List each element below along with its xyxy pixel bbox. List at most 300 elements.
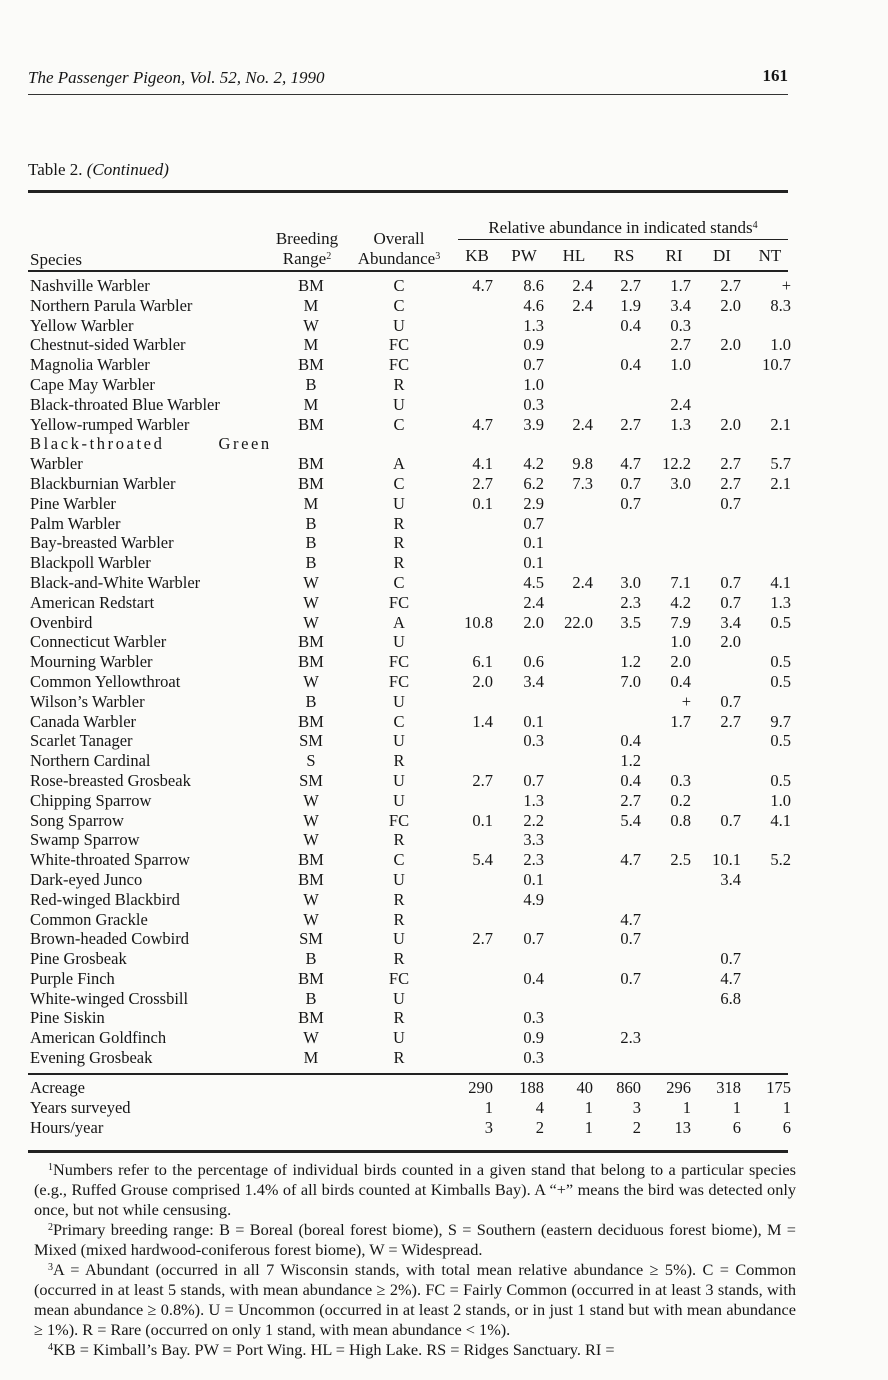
- species-name: American Goldfinch: [30, 1028, 167, 1048]
- table-row: [0, 672, 888, 692]
- value-ri: 7.1: [670, 572, 691, 592]
- summary-value-pw: 4: [535, 1097, 544, 1117]
- value-di: 2.0: [720, 632, 741, 652]
- breeding-range: SM: [299, 929, 323, 949]
- breeding-header-line1: Breeding: [275, 229, 339, 248]
- species-name: Yellow Warbler: [30, 315, 134, 335]
- breeding-range: W: [303, 592, 319, 612]
- value-rs: 3.5: [620, 612, 641, 632]
- value-pw: 3.9: [523, 414, 544, 434]
- species-name: Black-throated Blue Warbler: [30, 394, 220, 414]
- value-ri: 7.9: [670, 612, 691, 632]
- species-name: Yellow-rumped Warbler: [30, 414, 190, 434]
- species-name: Blackpoll Warbler: [30, 553, 151, 573]
- summary-value-rs: 2: [632, 1117, 641, 1137]
- overall-abundance: A: [393, 612, 405, 632]
- species-name: Swamp Sparrow: [30, 830, 140, 850]
- species-name: Rose-breasted Grosbeak: [30, 770, 191, 790]
- species-name: Chestnut-sided Warbler: [30, 335, 186, 355]
- summary-value-kb: 3: [484, 1117, 493, 1137]
- breeding-range: B: [305, 374, 317, 394]
- breeding-range: B: [305, 513, 317, 533]
- value-pw: 4.5: [523, 572, 544, 592]
- stand-header-nt: NT: [758, 246, 782, 265]
- summary-value-hl: 1: [584, 1117, 593, 1137]
- value-pw: 8.6: [523, 276, 544, 295]
- value-rs: 0.7: [620, 968, 641, 988]
- value-ri: 1.3: [670, 414, 691, 434]
- table-row: [0, 751, 888, 771]
- overall-abundance: C: [393, 711, 405, 731]
- table-row: [0, 712, 888, 732]
- summary-value-nt: 6: [782, 1117, 791, 1137]
- page-number: 161: [762, 66, 788, 85]
- overall-abundance: U: [393, 315, 405, 335]
- table-row: [0, 415, 888, 435]
- table-row: [0, 276, 888, 296]
- table-row: [0, 969, 888, 989]
- value-rs: 0.4: [620, 355, 641, 375]
- value-pw: 0.4: [523, 968, 544, 988]
- species-name-part: Black-throated: [30, 434, 165, 454]
- value-kb: 0.1: [472, 493, 493, 513]
- summary-value-ri: 296: [666, 1078, 691, 1097]
- species-name: American Redstart: [30, 592, 155, 612]
- summary-value-rs: 860: [616, 1078, 641, 1097]
- table-row: [0, 870, 888, 890]
- breeding-range: W: [303, 810, 319, 830]
- stand-header-kb: KB: [465, 246, 489, 265]
- value-nt: 0.5: [770, 770, 791, 790]
- breeding-range: B: [305, 533, 317, 553]
- value-ri: 2.4: [670, 394, 691, 414]
- breeding-range: W: [303, 671, 319, 691]
- table-row: [0, 771, 888, 791]
- value-rs: 1.9: [620, 295, 641, 315]
- value-pw: 0.1: [523, 869, 544, 889]
- value-kb: 2.7: [472, 473, 493, 493]
- value-rs: 0.7: [620, 493, 641, 513]
- summary-value-nt: 175: [766, 1078, 791, 1097]
- value-di: 0.7: [720, 691, 741, 711]
- value-di: 2.7: [720, 473, 741, 493]
- value-pw: 2.9: [523, 493, 544, 513]
- value-ri: 0.8: [670, 810, 691, 830]
- value-rs: 0.7: [620, 929, 641, 949]
- overall-abundance: U: [393, 929, 405, 949]
- species-name: Palm Warbler: [30, 513, 121, 533]
- overall-abundance: C: [393, 295, 405, 315]
- species-name: Song Sparrow: [30, 810, 124, 830]
- value-nt: 0.5: [770, 671, 791, 691]
- species-name: Connecticut Warbler: [30, 632, 167, 652]
- value-pw: 0.9: [523, 335, 544, 355]
- overall-abundance: R: [393, 374, 405, 394]
- species-name: Pine Grosbeak: [30, 949, 127, 969]
- summary-value-hl: 40: [576, 1078, 593, 1097]
- breeding-range: M: [303, 1048, 319, 1068]
- table-row: [0, 791, 888, 811]
- journal-citation: The Passenger Pigeon, Vol. 52, No. 2, 1990: [28, 68, 325, 87]
- breeding-range: BM: [298, 473, 324, 493]
- header-bottom-rule: [28, 270, 788, 272]
- summary-value-pw: 188: [519, 1078, 544, 1097]
- table-row: [0, 553, 888, 573]
- species-name: Wilson’s Warbler: [30, 691, 145, 711]
- overall-abundance: R: [393, 1048, 405, 1068]
- value-ri: 1.7: [670, 276, 691, 295]
- summary-row: [0, 1098, 888, 1118]
- breeding-range: W: [303, 572, 319, 592]
- value-kb: 2.7: [472, 770, 493, 790]
- footnote-3: $^3$A = Abundant (occurred in all 7 Wisconsin stands, with total mean relative abundance ≥ 5%). C = Common (occurred in at least 5 stands, with mean abundance ≥ 2%). FC = Fairly Common (occurred in at least 3 stands, with mean abundance ≥ 0.8%). U = Uncommon (occurred in at least 2 stands, or in just 1 stand but with mean abundance ≥ 1%). R = Rare (occurred on only 1 stand, with mean abundance < 1%).: [34, 1260, 796, 1339]
- value-rs: 3.0: [620, 572, 641, 592]
- value-hl: 9.8: [572, 454, 593, 474]
- value-rs: 2.7: [620, 276, 641, 295]
- overall-abundance: FC: [388, 652, 410, 672]
- overall-abundance: U: [393, 1028, 405, 1048]
- value-nt: 1.3: [770, 592, 791, 612]
- breeding-range: BM: [298, 850, 324, 870]
- value-ri: 0.3: [670, 770, 691, 790]
- value-nt: 8.3: [770, 295, 791, 315]
- value-pw: 1.0: [523, 374, 544, 394]
- value-rs: 0.4: [620, 315, 641, 335]
- table-row: [0, 632, 888, 652]
- species-name: Blackburnian Warbler: [30, 473, 176, 493]
- value-hl: 2.4: [572, 276, 593, 295]
- overall-abundance: U: [393, 869, 405, 889]
- table-row: [0, 434, 888, 454]
- value-nt: 5.2: [770, 850, 791, 870]
- species-name: Northern Cardinal: [30, 751, 151, 771]
- value-pw: 2.2: [523, 810, 544, 830]
- value-di: 2.7: [720, 454, 741, 474]
- value-pw: 0.3: [523, 394, 544, 414]
- footnote-2: $^2$Primary breeding range: B = Boreal (boreal forest biome), S = Southern (eastern deciduous forest biome), M = Mixed (mixed hardwood-coniferous forest biome), W = Widespread.: [34, 1220, 796, 1259]
- table-caption: [28, 160, 169, 180]
- stand-header-pw: PW: [511, 246, 537, 265]
- table-row: [0, 474, 888, 494]
- value-ri: 3.4: [670, 295, 691, 315]
- species-name: Ovenbird: [30, 612, 93, 632]
- summary-value-kb: 290: [468, 1078, 493, 1097]
- value-hl: 2.4: [572, 572, 593, 592]
- value-hl: 7.3: [572, 473, 593, 493]
- breeding-range: BM: [298, 711, 324, 731]
- breeding-range: B: [305, 553, 317, 573]
- table-summary: [0, 1078, 888, 1137]
- value-di: 0.7: [720, 572, 741, 592]
- summary-value-di: 6: [732, 1117, 741, 1137]
- species-name: Bay-breasted Warbler: [30, 533, 174, 553]
- overall-abundance: C: [393, 414, 405, 434]
- breeding-range: BM: [298, 414, 324, 434]
- value-ri: +: [681, 691, 691, 711]
- value-ri: 3.0: [670, 473, 691, 493]
- value-di: 3.4: [720, 869, 741, 889]
- value-nt: 4.1: [770, 572, 791, 592]
- value-nt: 1.0: [770, 790, 791, 810]
- value-pw: 0.1: [523, 711, 544, 731]
- value-kb: 4.7: [472, 276, 493, 295]
- breeding-range: BM: [298, 968, 324, 988]
- table-row: [0, 316, 888, 336]
- summary-value-di: 318: [716, 1078, 741, 1097]
- value-di: 2.0: [720, 295, 741, 315]
- value-nt: 2.1: [770, 473, 791, 493]
- value-pw: 0.9: [523, 1028, 544, 1048]
- overall-abundance: U: [393, 790, 405, 810]
- value-pw: 4.6: [523, 295, 544, 315]
- value-kb: 2.0: [472, 671, 493, 691]
- value-kb: 10.8: [464, 612, 493, 632]
- overall-abundance: FC: [388, 968, 410, 988]
- summary-value-ri: 13: [674, 1117, 691, 1137]
- stand-header-hl: HL: [562, 246, 586, 265]
- relative-abundance-rule: [458, 239, 788, 240]
- table-row: [0, 910, 888, 930]
- species-name: Brown-headed Cowbird: [30, 929, 190, 949]
- breeding-range: M: [303, 394, 319, 414]
- table-row: [0, 395, 888, 415]
- species-name: Purple Finch: [30, 968, 115, 988]
- table-row: [0, 593, 888, 613]
- value-di: 2.0: [720, 335, 741, 355]
- overall-abundance: FC: [388, 810, 410, 830]
- breeding-range: W: [303, 612, 319, 632]
- breeding-range: M: [303, 295, 319, 315]
- species-name: Red-winged Blackbird: [30, 889, 180, 909]
- table-continued: (Continued): [86, 160, 169, 179]
- table-label: Table 2.: [28, 160, 83, 179]
- table-row: [0, 613, 888, 633]
- table-body: [0, 276, 888, 1068]
- overall-abundance: R: [393, 751, 405, 771]
- species-name: Common Grackle: [30, 909, 148, 929]
- table-row: [0, 494, 888, 514]
- value-pw: 6.2: [523, 473, 544, 493]
- value-ri: 0.3: [670, 315, 691, 335]
- overall-abundance: U: [393, 691, 405, 711]
- value-pw: 0.7: [523, 355, 544, 375]
- value-pw: 0.3: [523, 731, 544, 751]
- summary-top-rule: [28, 1073, 788, 1075]
- overall-abundance: U: [393, 632, 405, 652]
- value-rs: 0.4: [620, 731, 641, 751]
- summary-value-rs: 3: [632, 1097, 641, 1117]
- species-name: White-throated Sparrow: [30, 850, 190, 870]
- breeding-range: W: [303, 830, 319, 850]
- footnote-4: $^4$KB = Kimball’s Bay. PW = Port Wing. HL = High Lake. RS = Ridges Sanctuary. RI =: [48, 1340, 615, 1359]
- value-ri: 2.7: [670, 335, 691, 355]
- value-nt: 10.7: [762, 355, 791, 375]
- species-name: Warbler: [30, 454, 83, 474]
- breeding-range: BM: [298, 632, 324, 652]
- table-row: [0, 573, 888, 593]
- value-kb: 4.1: [472, 454, 493, 474]
- breeding-header-line2: Range$^2$: [282, 249, 332, 268]
- table-row: [0, 890, 888, 910]
- value-rs: 5.4: [620, 810, 641, 830]
- overall-abundance: C: [393, 850, 405, 870]
- summary-row: [0, 1078, 888, 1098]
- value-rs: 4.7: [620, 850, 641, 870]
- table-row: [0, 355, 888, 375]
- value-pw: 3.4: [523, 671, 544, 691]
- overall-abundance: U: [393, 493, 405, 513]
- overall-header-line1: Overall: [373, 229, 425, 248]
- value-di: 0.7: [720, 810, 741, 830]
- overall-abundance: R: [393, 513, 405, 533]
- value-pw: 0.7: [523, 770, 544, 790]
- value-pw: 0.7: [523, 513, 544, 533]
- value-hl: 2.4: [572, 414, 593, 434]
- breeding-range: M: [303, 493, 319, 513]
- value-rs: 7.0: [620, 671, 641, 691]
- breeding-range: W: [303, 1028, 319, 1048]
- table-row: [0, 335, 888, 355]
- overall-header-line2: Abundance$^3$: [357, 249, 441, 268]
- breeding-range: BM: [298, 276, 324, 295]
- table-row: [0, 850, 888, 870]
- summary-label: Years surveyed: [30, 1097, 131, 1117]
- footnote-1: $^1$Numbers refer to the percentage of individual birds counted in a given stand that belong to a particular species (e.g., Ruffed Grouse comprised 1.4% of all birds counted at Kimballs Bay). A “+” means the bird was detected only once, but not while censusing.: [34, 1160, 796, 1219]
- breeding-range: W: [303, 315, 319, 335]
- value-nt: 1.0: [770, 335, 791, 355]
- value-di: 10.1: [712, 850, 741, 870]
- value-pw: 0.6: [523, 652, 544, 672]
- overall-abundance: FC: [388, 335, 410, 355]
- overall-abundance: R: [393, 949, 405, 969]
- value-pw: 4.9: [523, 889, 544, 909]
- value-rs: 4.7: [620, 454, 641, 474]
- summary-label: Hours/year: [30, 1117, 104, 1137]
- table-row: [0, 514, 888, 534]
- breeding-range: SM: [299, 770, 323, 790]
- value-ri: 4.2: [670, 592, 691, 612]
- table-row: [0, 454, 888, 474]
- value-hl: 22.0: [564, 612, 593, 632]
- value-pw: 0.1: [523, 553, 544, 573]
- value-pw: 2.4: [523, 592, 544, 612]
- summary-value-di: 1: [732, 1097, 741, 1117]
- summary-label: Acreage: [30, 1078, 85, 1097]
- summary-value-ri: 1: [682, 1097, 691, 1117]
- value-di: 4.7: [720, 968, 741, 988]
- breeding-range: SM: [299, 731, 323, 751]
- species-name: Cape May Warbler: [30, 374, 155, 394]
- overall-abundance: R: [393, 1008, 405, 1028]
- value-rs: 2.3: [620, 592, 641, 612]
- overall-abundance: U: [393, 731, 405, 751]
- summary-value-pw: 2: [535, 1117, 544, 1137]
- value-nt: +: [781, 276, 791, 295]
- overall-abundance: C: [393, 473, 405, 493]
- species-name: Magnolia Warbler: [30, 355, 150, 375]
- value-ri: 1.7: [670, 711, 691, 731]
- value-kb: 5.4: [472, 850, 493, 870]
- species-name: Mourning Warbler: [30, 652, 153, 672]
- value-di: 2.0: [720, 414, 741, 434]
- value-di: 3.4: [720, 612, 741, 632]
- value-pw: 0.7: [523, 929, 544, 949]
- overall-abundance: U: [393, 988, 405, 1008]
- summary-row: [0, 1118, 888, 1138]
- value-ri: 0.2: [670, 790, 691, 810]
- species-name: Chipping Sparrow: [30, 790, 152, 810]
- table-row: [0, 989, 888, 1009]
- table-row: [0, 1048, 888, 1068]
- value-kb: 6.1: [472, 652, 493, 672]
- relative-abundance-header: Relative abundance in indicated stands$^4$: [488, 218, 758, 237]
- table-top-rule: [28, 190, 788, 193]
- value-pw: 0.3: [523, 1048, 544, 1068]
- overall-abundance: U: [393, 770, 405, 790]
- value-nt: 0.5: [770, 652, 791, 672]
- table-row: [0, 692, 888, 712]
- species-name: Evening Grosbeak: [30, 1048, 153, 1068]
- value-rs: 1.2: [620, 751, 641, 771]
- overall-abundance: R: [393, 909, 405, 929]
- value-ri: 0.4: [670, 671, 691, 691]
- value-pw: 2.3: [523, 850, 544, 870]
- footnotes: [34, 1160, 796, 1360]
- value-pw: 3.3: [523, 830, 544, 850]
- value-nt: 2.1: [770, 414, 791, 434]
- table-row: [0, 731, 888, 751]
- species-name: Pine Siskin: [30, 1008, 105, 1028]
- value-pw: 2.0: [523, 612, 544, 632]
- species-name: Common Yellowthroat: [30, 671, 181, 691]
- breeding-range: W: [303, 790, 319, 810]
- value-rs: 2.3: [620, 1028, 641, 1048]
- value-nt: 0.5: [770, 612, 791, 632]
- overall-abundance: C: [393, 276, 405, 295]
- value-ri: 1.0: [670, 632, 691, 652]
- breeding-range: BM: [298, 454, 324, 474]
- table-row: [0, 1028, 888, 1048]
- value-kb: 2.7: [472, 929, 493, 949]
- breeding-range: BM: [298, 355, 324, 375]
- overall-abundance: R: [393, 533, 405, 553]
- table-row: [0, 830, 888, 850]
- table-row: [0, 811, 888, 831]
- species-name: Nashville Warbler: [30, 276, 150, 295]
- breeding-range: M: [303, 335, 319, 355]
- value-rs: 0.4: [620, 770, 641, 790]
- breeding-range: B: [305, 691, 317, 711]
- running-header: [28, 64, 788, 95]
- breeding-range: BM: [298, 652, 324, 672]
- breeding-range: BM: [298, 1008, 324, 1028]
- value-rs: 4.7: [620, 909, 641, 929]
- breeding-range: S: [306, 751, 316, 771]
- table-row: [0, 1008, 888, 1028]
- breeding-range: W: [303, 909, 319, 929]
- species-name: White-winged Crossbill: [30, 988, 189, 1008]
- value-di: 2.7: [720, 711, 741, 731]
- overall-abundance: U: [393, 394, 405, 414]
- value-pw: 4.2: [523, 454, 544, 474]
- species-name: [30, 434, 272, 454]
- breeding-range: B: [305, 988, 317, 1008]
- overall-abundance: FC: [388, 355, 410, 375]
- value-ri: 1.0: [670, 355, 691, 375]
- table-row: [0, 652, 888, 672]
- breeding-range: B: [305, 949, 317, 969]
- value-pw: 1.3: [523, 315, 544, 335]
